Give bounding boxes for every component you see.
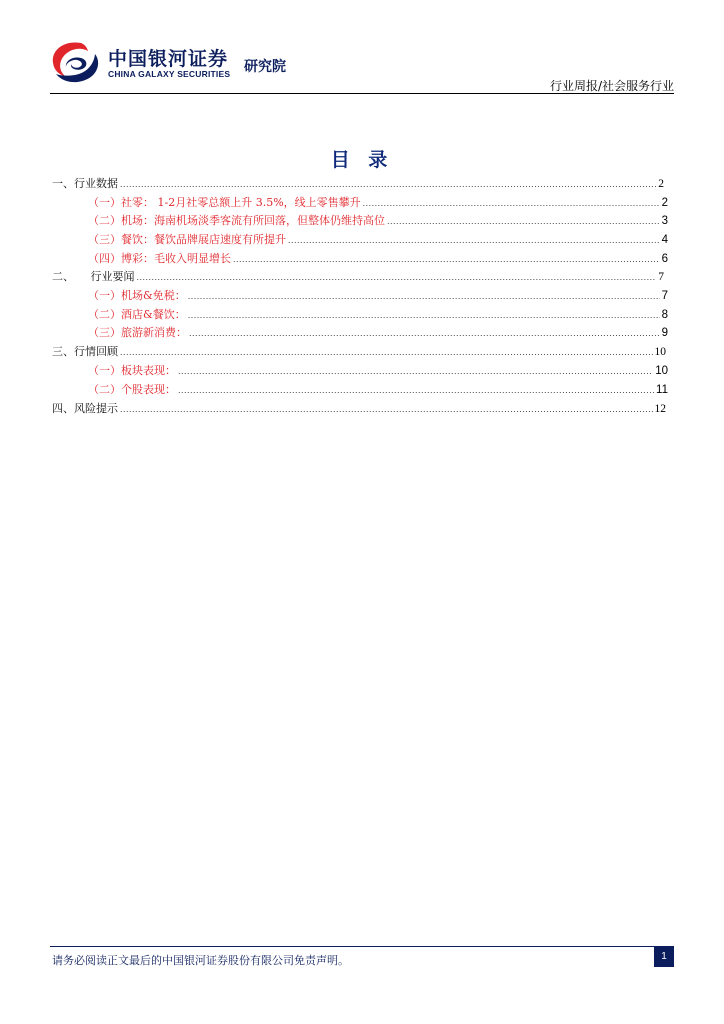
toc-leader (188, 289, 660, 303)
toc-entry-page: 8 (661, 309, 668, 321)
toc-entry[interactable] (88, 233, 668, 247)
toc-entry[interactable] (52, 270, 664, 284)
footer-divider (50, 946, 674, 947)
toc-entry-page: 7 (661, 290, 668, 302)
toc-entry-label: （四）博彩：毛收入明显增长 (88, 252, 231, 265)
toc-entry-label: （二）个股表现： (88, 383, 176, 396)
toc-leader (178, 383, 654, 397)
report-category: 行业周报/社会服务行业 (549, 79, 674, 93)
toc-leader (387, 214, 660, 228)
header-divider (50, 93, 674, 94)
toc-leader (188, 308, 660, 322)
toc-entry-label: 二、 行业要闻 (52, 270, 135, 283)
toc-entry[interactable] (88, 383, 668, 397)
toc-entry[interactable] (88, 214, 668, 228)
toc-leader (189, 326, 660, 340)
toc-entry[interactable] (88, 364, 668, 378)
toc-entry[interactable] (52, 345, 666, 359)
toc-entry-label: （二）酒店&餐饮： (88, 308, 186, 321)
toc-entry[interactable] (88, 326, 668, 340)
toc-entry[interactable] (88, 196, 668, 210)
toc-leader (178, 364, 653, 378)
toc-entry-label: 三、行情回顾 (52, 345, 118, 358)
institute-label: 研究院 (244, 59, 286, 75)
footer-disclaimer: 请务必阅读正文最后的中国银河证券股份有限公司免责声明。 (52, 954, 349, 967)
toc-entry[interactable] (52, 402, 666, 416)
toc-entry-page: 11 (656, 384, 668, 396)
logo-english-name: CHINA GALAXY SECURITIES (108, 69, 231, 79)
toc-entry[interactable] (88, 252, 668, 266)
toc-entry-label: 一、行业数据 (52, 177, 118, 190)
toc-entry-label: （一）机场&免税： (88, 289, 186, 302)
toc-leader (120, 177, 656, 191)
toc-entry-page: 7 (658, 271, 664, 283)
toc-leader (288, 233, 660, 247)
toc-entry-label: （三）餐饮：餐饮品牌展店速度有所提升 (88, 233, 286, 246)
toc-entry-page: 6 (661, 253, 668, 265)
toc-entry-page: 12 (654, 403, 666, 415)
toc-entry-page: 3 (661, 215, 668, 227)
toc-entry-label: （三）旅游新消费： (88, 326, 187, 339)
toc-entry-page: 10 (655, 365, 668, 377)
toc-entry-page: 2 (658, 178, 664, 190)
toc-entry-page: 4 (661, 234, 668, 246)
toc-entry-page: 10 (654, 346, 666, 358)
toc-entry-page: 2 (661, 197, 668, 209)
logo-chinese-name: 中国银河证券 (108, 48, 229, 70)
toc-entry-page: 9 (661, 327, 668, 339)
page-number-badge: 1 (654, 947, 674, 967)
toc-entry[interactable] (88, 308, 668, 322)
toc-entry-label: （二）机场：海南机场淡季客流有所回落，但整体仍维持高位 (88, 214, 385, 227)
toc-leader (233, 252, 660, 266)
toc-leader (363, 196, 660, 210)
toc-entry-label: （一）社零： 1-2月社零总额上升 3.5%，线上零售攀升 (88, 196, 361, 209)
toc-entry-label: 四、风险提示 (52, 402, 118, 415)
toc-leader (120, 345, 653, 359)
toc-leader (120, 402, 653, 416)
toc-entry-label: （一）板块表现： (88, 364, 176, 377)
toc-entry[interactable] (88, 289, 668, 303)
toc-title: 目 录 (330, 149, 394, 171)
toc-leader (137, 270, 657, 284)
toc-entry[interactable] (52, 177, 664, 191)
galaxy-logo-icon (50, 40, 100, 84)
